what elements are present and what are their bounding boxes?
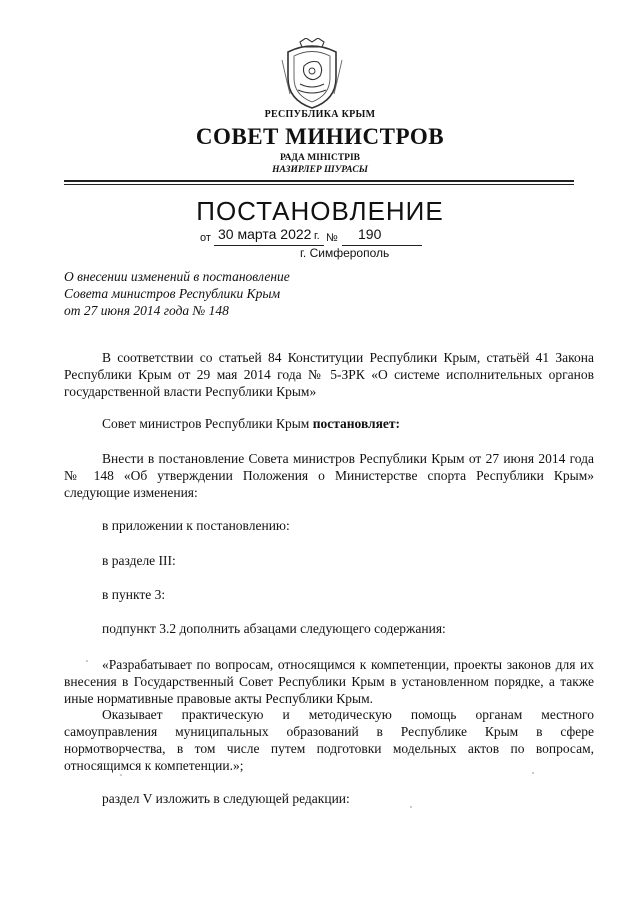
year-suffix: г. xyxy=(314,230,320,242)
decree-date: 30 марта 2022 xyxy=(218,226,312,242)
resolves-keyword: постановляет: xyxy=(312,416,401,431)
subject-line: Совета министров Республики Крым xyxy=(64,286,281,301)
resolves-text: Совет министров Республики Крым xyxy=(102,416,313,431)
subject-line: О внесении изменений в постановление xyxy=(64,269,290,284)
body-item-appendix: в приложении к постановлению: xyxy=(102,518,290,533)
body-item-subpoint: подпункт 3.2 дополнить абзацами следующего содержания: xyxy=(102,621,446,636)
body-paragraph-amend: Внести в постановление Совета министров Республики Крым от 27 июня 2014 года № 148 «Об утверждении Положения о Министерстве спорта Республики Крым» следующие изменения: xyxy=(64,451,594,500)
date-prefix: от xyxy=(200,232,211,244)
decree-date-line xyxy=(200,226,430,246)
number-prefix: № xyxy=(326,232,338,244)
council-title: СОВЕТ МИНИСТРОВ xyxy=(195,124,445,149)
scan-speck xyxy=(120,774,122,776)
scan-speck xyxy=(410,806,412,808)
body-item-point: в пункте 3: xyxy=(102,587,166,602)
body-paragraph-quote-2: Оказывает практическую и методическую помощь органам местного самоуправления муниципальных образований в Республике Крым в сфере нормотворчества, в том числе путем подготовки модельных актов по вопросам, относящимся к компетенции.»; xyxy=(64,707,594,773)
decree-number: 190 xyxy=(358,226,382,242)
body-item-section: в разделе III: xyxy=(102,553,176,568)
decree-subject xyxy=(64,268,384,319)
scan-speck xyxy=(86,660,88,662)
header-divider-bottom xyxy=(64,184,574,185)
subject-line: от 27 июня 2014 года № 148 xyxy=(64,303,229,318)
coat-of-arms-emblem xyxy=(280,38,344,110)
rada-label: РАДА МІНІСТРІВ xyxy=(279,153,360,163)
scan-speck xyxy=(532,772,534,774)
city-label: г. Симферополь xyxy=(300,246,390,260)
body-item-section-v: раздел V изложить в следующей редакции: xyxy=(102,791,350,806)
decree-title: ПОСТАНОВЛЕНИЕ xyxy=(196,196,444,226)
body-paragraph-resolves xyxy=(102,416,400,432)
republic-label: РЕСПУБЛИКА КРЫМ xyxy=(264,109,376,120)
body-paragraph-basis: В соответствии со статьей 84 Конституции Республики Крым, статьёй 41 Закона Республики Крым от 29 мая 2014 года № 5-ЗРК «О системе исполнительных органов государственной власти Республики Крым» xyxy=(64,350,594,399)
body-paragraph-quote-1: «Разрабатывает по вопросам, относящимся к компетенции, проекты законов для их внесения в Государственный Совет Республики Крым в установленном порядке, а также иные нормативные правовые акты Республики Крым. xyxy=(64,657,594,706)
nazirler-label: НАЗИРЛЕР ШУРАСЫ xyxy=(272,165,368,175)
header-divider-top xyxy=(64,180,574,182)
